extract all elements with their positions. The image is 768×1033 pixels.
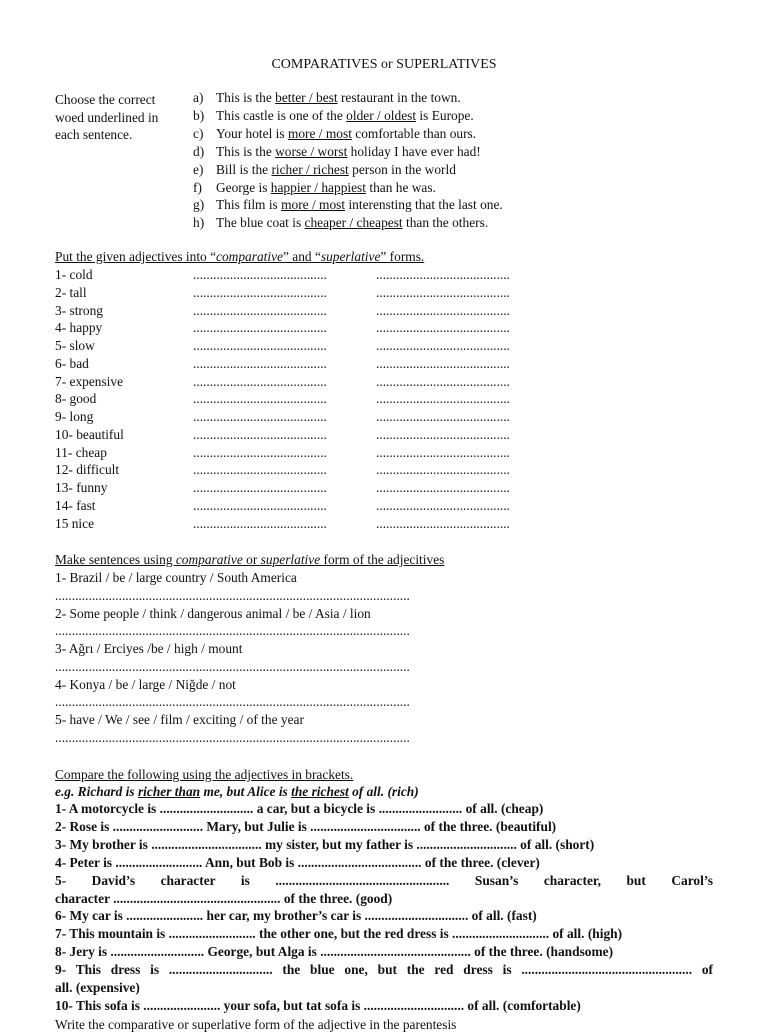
comparative-blank: ........................................: [193, 462, 327, 478]
adjective-row: [55, 390, 510, 407]
adjective-word: 4- happy: [55, 320, 103, 336]
choice-letter: d): [193, 143, 205, 159]
section3-heading: Make sentences using comparative or superlative form of the adjecitives: [55, 552, 445, 567]
choice-item: [193, 143, 481, 160]
choice-text: comfortable than ours.: [351, 125, 477, 141]
adjective-word: 2- tall: [55, 284, 87, 300]
sentence-prompt: 3- Ağrı / Erciyes /be / high / mount: [55, 641, 243, 656]
sentence-prompt: 2- Some people / think / dangerous animal / be / Asia / lion: [55, 605, 371, 621]
section2-heading: Put the given adjectives into “comparative” and “superlative” forms.: [55, 249, 425, 264]
comparative-blank: ........................................: [193, 373, 327, 389]
compare-item: 7- This mountain is .......................... the other one, but the red dress is ............................. of all. (high): [55, 926, 623, 942]
choice-options: cheaper / cheapest: [304, 215, 403, 231]
adjective-word: 6- bad: [55, 355, 89, 371]
choice-letter: g): [193, 197, 205, 213]
compare-item: 5- David’s character is .................................................... Susan’s character, but Carol’s: [55, 872, 713, 888]
choice-text: person in the world: [348, 161, 456, 177]
adjective-word: 11- cheap: [55, 444, 107, 460]
compare-item: 10- This sofa is ....................... your sofa, but tat sofa is .............................. of all. (comfortable): [55, 997, 581, 1013]
adjective-word: 10- beautiful: [55, 426, 124, 442]
superlative-blank: ........................................: [376, 373, 510, 389]
comparative-blank: ........................................: [193, 426, 327, 442]
comparative-blank: ........................................: [193, 302, 327, 318]
cut-off-line: Write the comparative or superlative form of the adjective in the parentesis: [55, 1017, 457, 1032]
choice-text: interensting that the last one.: [345, 197, 503, 213]
choice-item: [193, 89, 461, 106]
adjective-word: 7- expensive: [55, 373, 124, 389]
adjective-row: [55, 497, 510, 514]
sentence-answer-line: ..........................................................................................................: [55, 623, 410, 638]
choice-text: This castle is one of the: [216, 107, 347, 123]
choice-options: more / most: [287, 125, 352, 141]
compare-item: 1- A motorcycle is ............................ a car, but a bicycle is ......................... of all. (cheap): [55, 801, 544, 816]
choice-options: happier / happiest: [270, 179, 366, 195]
superlative-blank: ........................................: [376, 497, 510, 513]
superlative-blank: ........................................: [376, 391, 510, 407]
choice-text: This film is: [216, 197, 282, 213]
adjective-row: [55, 515, 510, 532]
adjective-word: 15 nice: [55, 515, 95, 531]
superlative-blank: ........................................: [376, 444, 510, 460]
choice-text: than the others.: [402, 215, 489, 231]
comparative-blank: ........................................: [193, 515, 327, 531]
choice-item: [193, 196, 503, 213]
adjective-row: [55, 408, 510, 425]
choice-item: [193, 214, 488, 231]
choice-options: more / most: [281, 197, 346, 213]
compare-item: 4- Peter is .......................... Ann, but Bob is ..................................... of the three. (clever): [55, 854, 540, 870]
choice-text: than he was.: [366, 179, 436, 195]
choice-letter: c): [193, 125, 204, 141]
superlative-blank: ........................................: [376, 302, 510, 318]
comparative-blank: ........................................: [193, 284, 327, 300]
choice-options: better / best: [275, 90, 338, 105]
comparative-blank: ........................................: [193, 391, 327, 407]
superlative-blank: ........................................: [376, 462, 510, 478]
adjective-word: 12- difficult: [55, 462, 120, 478]
superlative-blank: ........................................: [376, 515, 510, 531]
section4-example: e.g. Richard is richer than me, but Alice is the richest of all. (rich): [55, 784, 419, 799]
adjective-row: [55, 461, 510, 478]
sentence-answer-line: ..........................................................................................................: [55, 694, 410, 709]
compare-item: character .................................................. of the three. (good): [55, 890, 393, 906]
adjective-word: 1- cold: [55, 267, 93, 282]
comparative-blank: ........................................: [193, 480, 327, 495]
compare-item: 6- My car is ....................... her car, my brother’s car is ............................... of all. (fast): [55, 908, 537, 924]
choice-text: Bill is the: [216, 161, 272, 177]
choice-item: [193, 125, 476, 142]
adjective-word: 14- fast: [55, 497, 96, 513]
sentence-prompt: 1- Brazil / be / large country / South America: [55, 570, 297, 585]
choice-item: [193, 161, 456, 178]
adjective-row: [55, 337, 510, 354]
comparative-blank: ........................................: [193, 497, 327, 513]
comparative-blank: ........................................: [193, 320, 327, 336]
choice-text: This is the: [216, 90, 276, 105]
comparative-blank: ........................................: [193, 409, 327, 424]
superlative-blank: ........................................: [376, 426, 510, 442]
choice-letter: e): [193, 161, 204, 177]
superlative-blank: ........................................: [376, 284, 510, 300]
choice-letter: f): [193, 179, 202, 195]
choice-text: is Europe.: [416, 107, 474, 123]
superlative-blank: ........................................: [376, 267, 510, 282]
choice-options: older / oldest: [346, 107, 417, 123]
adjective-word: 5- slow: [55, 338, 95, 353]
adjective-row: [55, 355, 510, 372]
adjective-row: [55, 373, 510, 390]
comparative-blank: ........................................: [193, 355, 327, 371]
choice-letter: b): [193, 107, 205, 123]
section4-heading: Compare the following using the adjectives in brackets.: [55, 767, 354, 782]
superlative-blank: ........................................: [376, 355, 510, 371]
choice-text: George is: [216, 179, 271, 195]
superlative-blank: ........................................: [376, 338, 510, 353]
sentence-answer-line: ..........................................................................................................: [55, 729, 410, 745]
sentence-answer-line: ..........................................................................................................: [55, 658, 410, 674]
choice-letter: h): [193, 215, 205, 231]
superlative-blank: ........................................: [376, 320, 510, 336]
adjective-word: 9- long: [55, 409, 94, 424]
superlative-blank: ........................................: [376, 480, 510, 495]
comparative-blank: ........................................: [193, 338, 327, 353]
choice-text: holiday I have ever had!: [347, 143, 481, 159]
choice-text: restaurant in the town.: [337, 90, 461, 105]
adjective-row: [55, 479, 510, 496]
compare-item: 2- Rose is ........................... Mary, but Julie is ................................. of the three. (beautiful): [55, 818, 557, 834]
adjective-word: 8- good: [55, 391, 97, 407]
choice-text: The blue coat is: [216, 215, 305, 231]
sentence-answer-line: ..........................................................................................................: [55, 587, 410, 603]
choice-text: Your hotel is: [216, 125, 288, 141]
sentence-prompt: 5- have / We / see / film / exciting / of the year: [55, 712, 304, 727]
choice-item: [193, 179, 436, 196]
adjective-row: [55, 426, 510, 443]
adjective-row: [55, 444, 510, 461]
worksheet-title: COMPARATIVES or SUPERLATIVES: [271, 57, 497, 72]
adjective-word: 13- funny: [55, 480, 108, 495]
compare-item: 8- Jery is ............................ George, but Alga is ............................................. of the three. (handsome): [55, 944, 614, 960]
adjective-row: [55, 284, 510, 301]
choice-options: richer / richest: [271, 161, 349, 177]
choice-item: [193, 107, 474, 124]
adjective-row: [55, 319, 510, 336]
adjective-row: [55, 266, 510, 283]
compare-item: 3- My brother is ................................. my sister, but my father is .............................. of all. (short): [55, 836, 595, 852]
compare-item: 9- This dress is ............................... the blue one, but the red dress is ................................................... of: [55, 962, 713, 978]
sentence-prompt: 4- Konya / be / large / Niğde / not: [55, 676, 236, 692]
adjective-word: 3- strong: [55, 302, 103, 318]
choice-text: This is the: [216, 143, 276, 159]
choice-letter: a): [193, 90, 204, 105]
compare-item: all. (expensive): [55, 980, 140, 995]
superlative-blank: ........................................: [376, 409, 510, 424]
choice-options: worse / worst: [275, 143, 348, 159]
adjective-row: [55, 302, 510, 319]
comparative-blank: ........................................: [193, 444, 327, 460]
comparative-blank: ........................................: [193, 267, 327, 282]
instruction-choose: Choose the correct woed underlined in each sentence.: [55, 92, 159, 142]
